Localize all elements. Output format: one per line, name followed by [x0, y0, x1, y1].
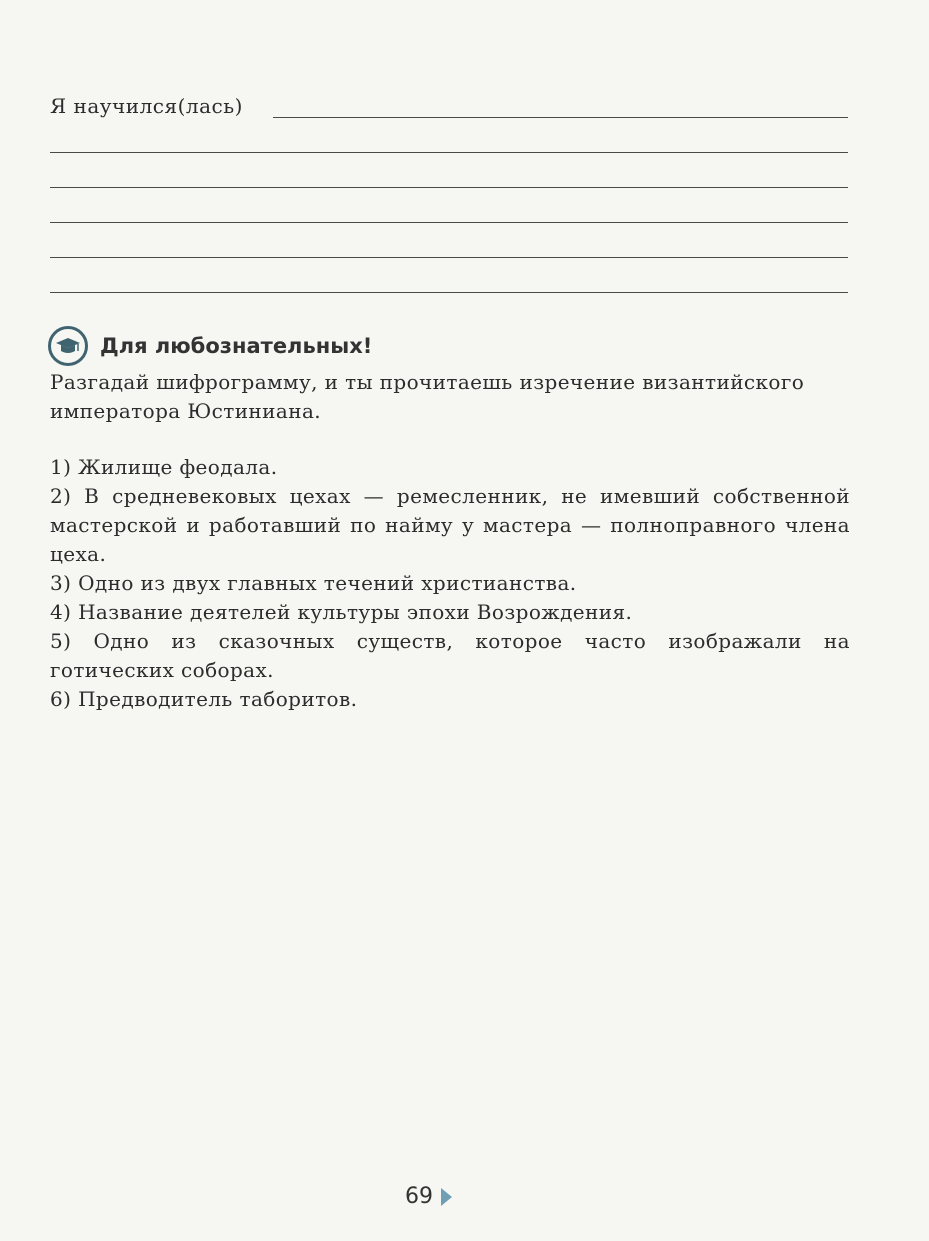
page-footer — [405, 1184, 452, 1209]
answer-line-6[interactable] — [50, 292, 848, 293]
answer-line-3[interactable] — [50, 187, 848, 188]
clue-item-1: 1) Жилище феодала. — [50, 455, 278, 479]
graduation-cap-icon — [48, 326, 88, 366]
answer-line-2[interactable] — [50, 152, 848, 153]
page-number: 69 — [405, 1184, 433, 1209]
clue-item-5: 5) Одно из сказочных существ, которое часто изображали на готических соборах. — [50, 629, 850, 682]
learned-label: Я научился(лась) — [50, 94, 243, 118]
clue-item-4: 4) Название деятелей культуры эпохи Возрождения. — [50, 600, 633, 624]
clue-item-6: 6) Предводитель таборитов. — [50, 687, 358, 711]
answer-line-4[interactable] — [50, 222, 848, 223]
clue-item-3: 3) Одно из двух главных течений христианства. — [50, 571, 577, 595]
next-page-arrow-icon — [441, 1188, 452, 1206]
answer-line-5[interactable] — [50, 257, 848, 258]
clue-list — [50, 453, 850, 714]
section-title: Для любознательных! — [100, 334, 373, 358]
task-intro: Разгадай шифрограмму, и ты прочитаешь изречение византийского императора Юстиниана. — [50, 370, 805, 423]
section-header — [48, 326, 372, 366]
clue-item-2: 2) В средневековых цехах — ремесленник, не имевший собственной мастерской и работавший по найму у мастера — полноправного члена цеха. — [50, 484, 850, 566]
answer-line-1[interactable] — [273, 117, 848, 118]
